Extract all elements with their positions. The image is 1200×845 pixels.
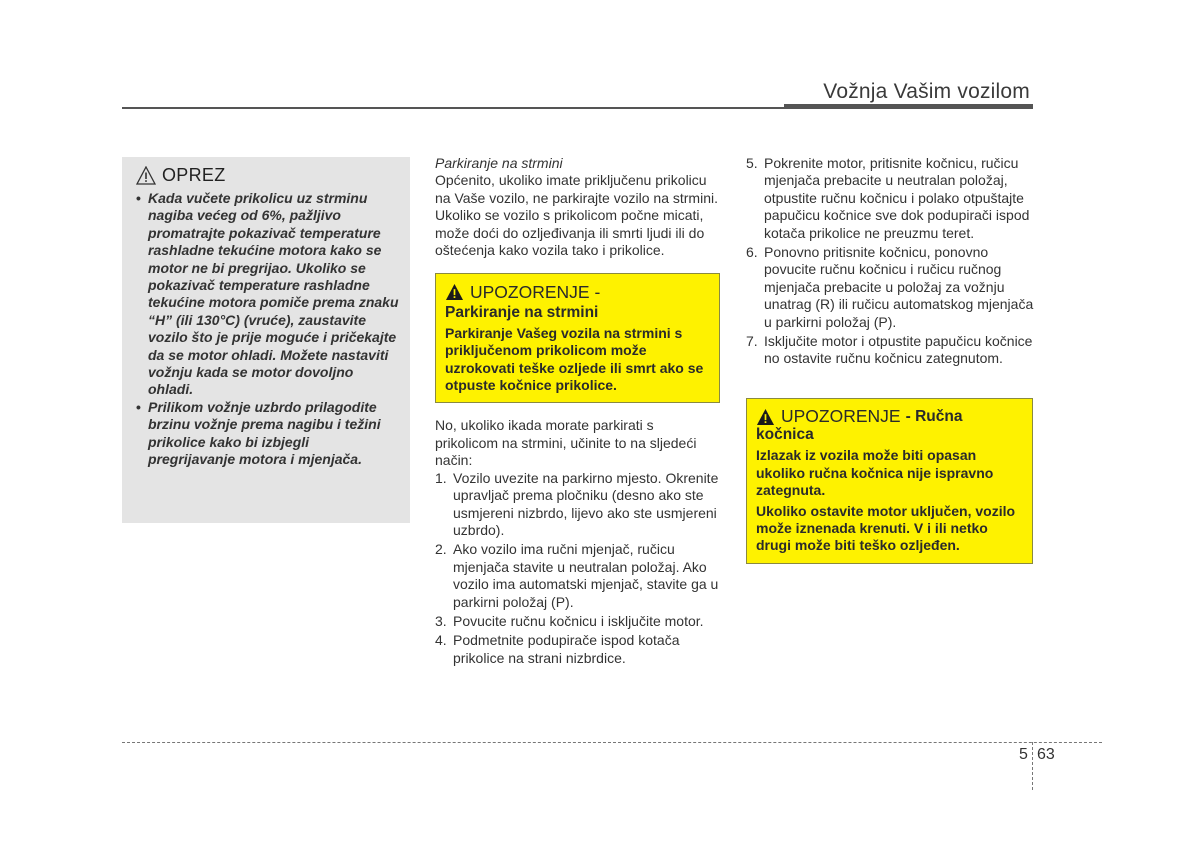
- caution-list: [136, 190, 400, 469]
- footer-rule: [122, 742, 1102, 743]
- page-number-divider: [1032, 742, 1033, 790]
- warning-text: Izlazak iz vozila može biti opasan ukoliko ručna kočnica nije ispravno zategnuta.: [756, 447, 994, 499]
- warning-subtitle: Parkiranje na strmini: [445, 304, 599, 322]
- steps-list-continued: [746, 155, 1036, 368]
- caution-title: OPREZ: [162, 165, 226, 185]
- warning-title: UPOZORENJE -: [470, 281, 601, 302]
- warning-box-parking: [435, 273, 720, 403]
- section-number: 5: [1019, 746, 1028, 763]
- warning-title-suffix: - Ručna: [905, 408, 963, 426]
- page-number: 63: [1037, 746, 1055, 763]
- step-item: 7. Isključite motor i otpustite papučicu kočnice no ostavite ručnu kočnicu zategnutom.: [746, 333, 1033, 367]
- steps-list: [435, 470, 720, 667]
- warning-heading: [756, 408, 1024, 426]
- step-item: 6. Ponovno pritisnite kočnicu, ponovno povucite ručnu kočnicu i ručicu ručnog mjenjača prebacite u položaj za vožnju unatrag (R) ili ručicu automatskog mjenjača u parkirni položaj (P).: [746, 244, 1034, 330]
- step-item: 2. Ako vozilo ima ručni mjenjač, ručicu mjenjača stavite u neutralan položaj. Ako vozilo ima automatski mjenjač, stavite ga u parkirni položaj (P).: [435, 541, 719, 610]
- right-column: [746, 155, 1036, 564]
- step-item: 3. Povucite ručnu kočnicu i isključite motor.: [435, 612, 704, 629]
- caution-item: • Prilikom vožnje uzbrdo prilagodite brzinu vožnje prema nagibu i težini prikolice kako bi izbjegli pregrijavanje motora i mjenjača.: [136, 399, 400, 469]
- warning-text: Ukoliko ostavite motor uključen, vozilo može iznenada krenuti. V i ili netko drugi može biti teško ozljeđen.: [756, 502, 1016, 554]
- caution-heading: [136, 165, 400, 186]
- warning-box-handbrake: [746, 398, 1033, 564]
- header-rule-accent: [784, 104, 1033, 109]
- middle-column: [435, 155, 720, 669]
- step-item: 1. Vozilo uvezite na parkirno mjesto. Okrenite upravljač prema pločniku (desno ako ste usmjereni nizbrdo, lijevo ako ste usmjereni uzbrdo).: [435, 469, 719, 538]
- warning-heading: [445, 283, 711, 301]
- header-rule: [122, 107, 784, 109]
- warning-triangle-icon: [445, 283, 464, 301]
- caution-triangle-icon: [136, 166, 156, 185]
- intro-paragraph: Općenito, ukoliko imate priključenu prikolicu na Vaše vozilo, ne parkirajte vozilo na strmini. Ukoliko se vozilo s prikolicom počne micati, može doći do ozljeđivanja ili smrti ljudi ili do oštećenja kako vozila tako i prikolice.: [435, 172, 718, 259]
- caution-box: [122, 157, 410, 523]
- step-item: 4. Podmetnite podupirače ispod kotača prikolice na strani nizbrdice.: [435, 632, 680, 666]
- lead-paragraph: No, ukoliko ikada morate parkirati s prikolicom na strmini, učinite to na sljedeći način:: [435, 417, 697, 469]
- warning-title: UPOZORENJE: [781, 406, 901, 427]
- caution-item: • Kada vučete prikolicu uz strminu nagiba većeg od 6%, pažljivo promatrajte pokazivač temperature rashladne tekućine motora kako se motor ne bi pregrijao. Ukoliko se pokazivač temperature rashladne tekućine motora pomiče prema znaku “H” (ili 130°C) (vruće), zaustavite vozilo što je prije moguće i pričekajte da se motor ohladi. Možete nastaviti vožnju kada se motor dovoljno ohladi.: [136, 190, 400, 399]
- step-item: 5. Pokrenite motor, pritisnite kočnicu, ručicu mjenjača prebacite u neutralan položaj, otpustite ručnu kočnicu i polako otpuštajte papučicu kočnice sve dok podupirači ispod kotača prikolice ne preuzmu teret.: [746, 155, 1030, 241]
- warning-triangle-icon: [756, 408, 775, 426]
- section-subheading: Parkiranje na strmini: [435, 155, 563, 171]
- page-title: Vožnja Vašim vozilom: [823, 80, 1030, 103]
- warning-subtitle: kočnica: [756, 425, 814, 443]
- warning-text: Parkiranje Vašeg vozila na strmini s priključenom prikolicom može uzrokovati teške ozljede ili smrt ako se otpuste kočnice prikolice.: [445, 324, 704, 394]
